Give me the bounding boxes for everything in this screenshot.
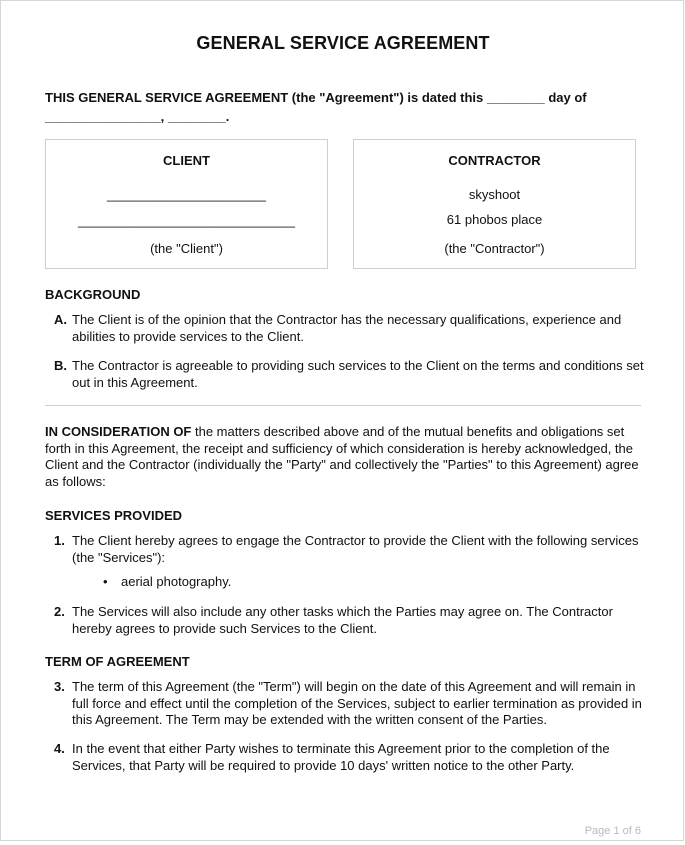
background-item-a bbox=[54, 312, 644, 345]
document-title: GENERAL SERVICE AGREEMENT bbox=[196, 33, 490, 53]
item-marker: 4. bbox=[54, 741, 65, 756]
contractor-address: 61 phobos place bbox=[446, 212, 543, 227]
section-divider bbox=[45, 405, 641, 406]
contractor-name: skyshoot bbox=[468, 187, 521, 202]
client-label: (the "Client") bbox=[150, 241, 223, 256]
background-heading: BACKGROUND bbox=[45, 287, 141, 302]
contractor-box bbox=[353, 139, 636, 269]
term-item-4 bbox=[54, 741, 644, 774]
item-text: The term of this Agreement (the "Term") will begin on the date of this Agreement and will remain in full force and effect until the completion of the Services, subject to earlier termination as provided in this Agreement. The Term may be extended with the written consent of the Parties. bbox=[72, 679, 642, 727]
item-marker: 3. bbox=[54, 679, 65, 694]
services-item-2 bbox=[54, 604, 644, 637]
consideration-paragraph bbox=[45, 424, 645, 490]
client-address-blank: ______________________________ bbox=[78, 213, 295, 228]
item-text: In the event that either Party wishes to terminate this Agreement prior to the completion of the Services, that Party will be required to provide 10 days' written notice to the other Party. bbox=[72, 741, 610, 773]
page-number: Page 1 of 6 bbox=[584, 825, 641, 837]
bullet-dot-icon: • bbox=[103, 574, 108, 589]
item-marker: 1. bbox=[54, 533, 65, 548]
item-marker: A. bbox=[54, 312, 67, 327]
bullet-text: aerial photography. bbox=[121, 574, 232, 589]
intro-line-2: ________________, ________. bbox=[45, 108, 230, 124]
item-text: The Client is of the opinion that the Contractor has the necessary qualifications, experience and abilities to provide services to the Client. bbox=[72, 312, 622, 344]
item-text: The Services will also include any other tasks which the Parties may agree on. The Contractor hereby agrees to provide such Services to the Client. bbox=[72, 604, 613, 636]
services-item-1 bbox=[54, 533, 644, 566]
client-name-blank: ______________________ bbox=[106, 187, 267, 202]
contractor-heading: CONTRACTOR bbox=[448, 153, 541, 168]
term-item-3 bbox=[54, 679, 644, 729]
intro-line-1: THIS GENERAL SERVICE AGREEMENT (the "Agreement") is dated this ________ day of bbox=[45, 90, 587, 105]
consideration-lead: IN CONSIDERATION OF bbox=[45, 424, 192, 439]
client-box bbox=[45, 139, 328, 269]
item-marker: 2. bbox=[54, 604, 65, 619]
agreement-intro bbox=[45, 89, 645, 126]
term-heading: TERM OF AGREEMENT bbox=[45, 654, 190, 669]
background-item-b bbox=[54, 358, 644, 391]
item-text: The Contractor is agreeable to providing such services to the Client on the terms and conditions set out in this Agreement. bbox=[72, 358, 644, 390]
item-text: The Client hereby agrees to engage the Contractor to provide the Client with the following services (the "Services"): bbox=[72, 533, 639, 565]
services-heading: SERVICES PROVIDED bbox=[45, 508, 183, 523]
client-heading: CLIENT bbox=[163, 153, 210, 168]
consideration-text: the matters described above and of the mutual benefits and obligations set forth in this Agreement, the receipt and sufficiency of which consideration is hereby acknowledged, the Client and the Contractor (individually the "Party" and collectively the "Parties" to this Agreement) agree as follows: bbox=[45, 424, 639, 489]
item-marker: B. bbox=[54, 358, 67, 373]
services-bullet bbox=[103, 574, 231, 589]
contractor-label: (the "Contractor") bbox=[444, 241, 545, 256]
